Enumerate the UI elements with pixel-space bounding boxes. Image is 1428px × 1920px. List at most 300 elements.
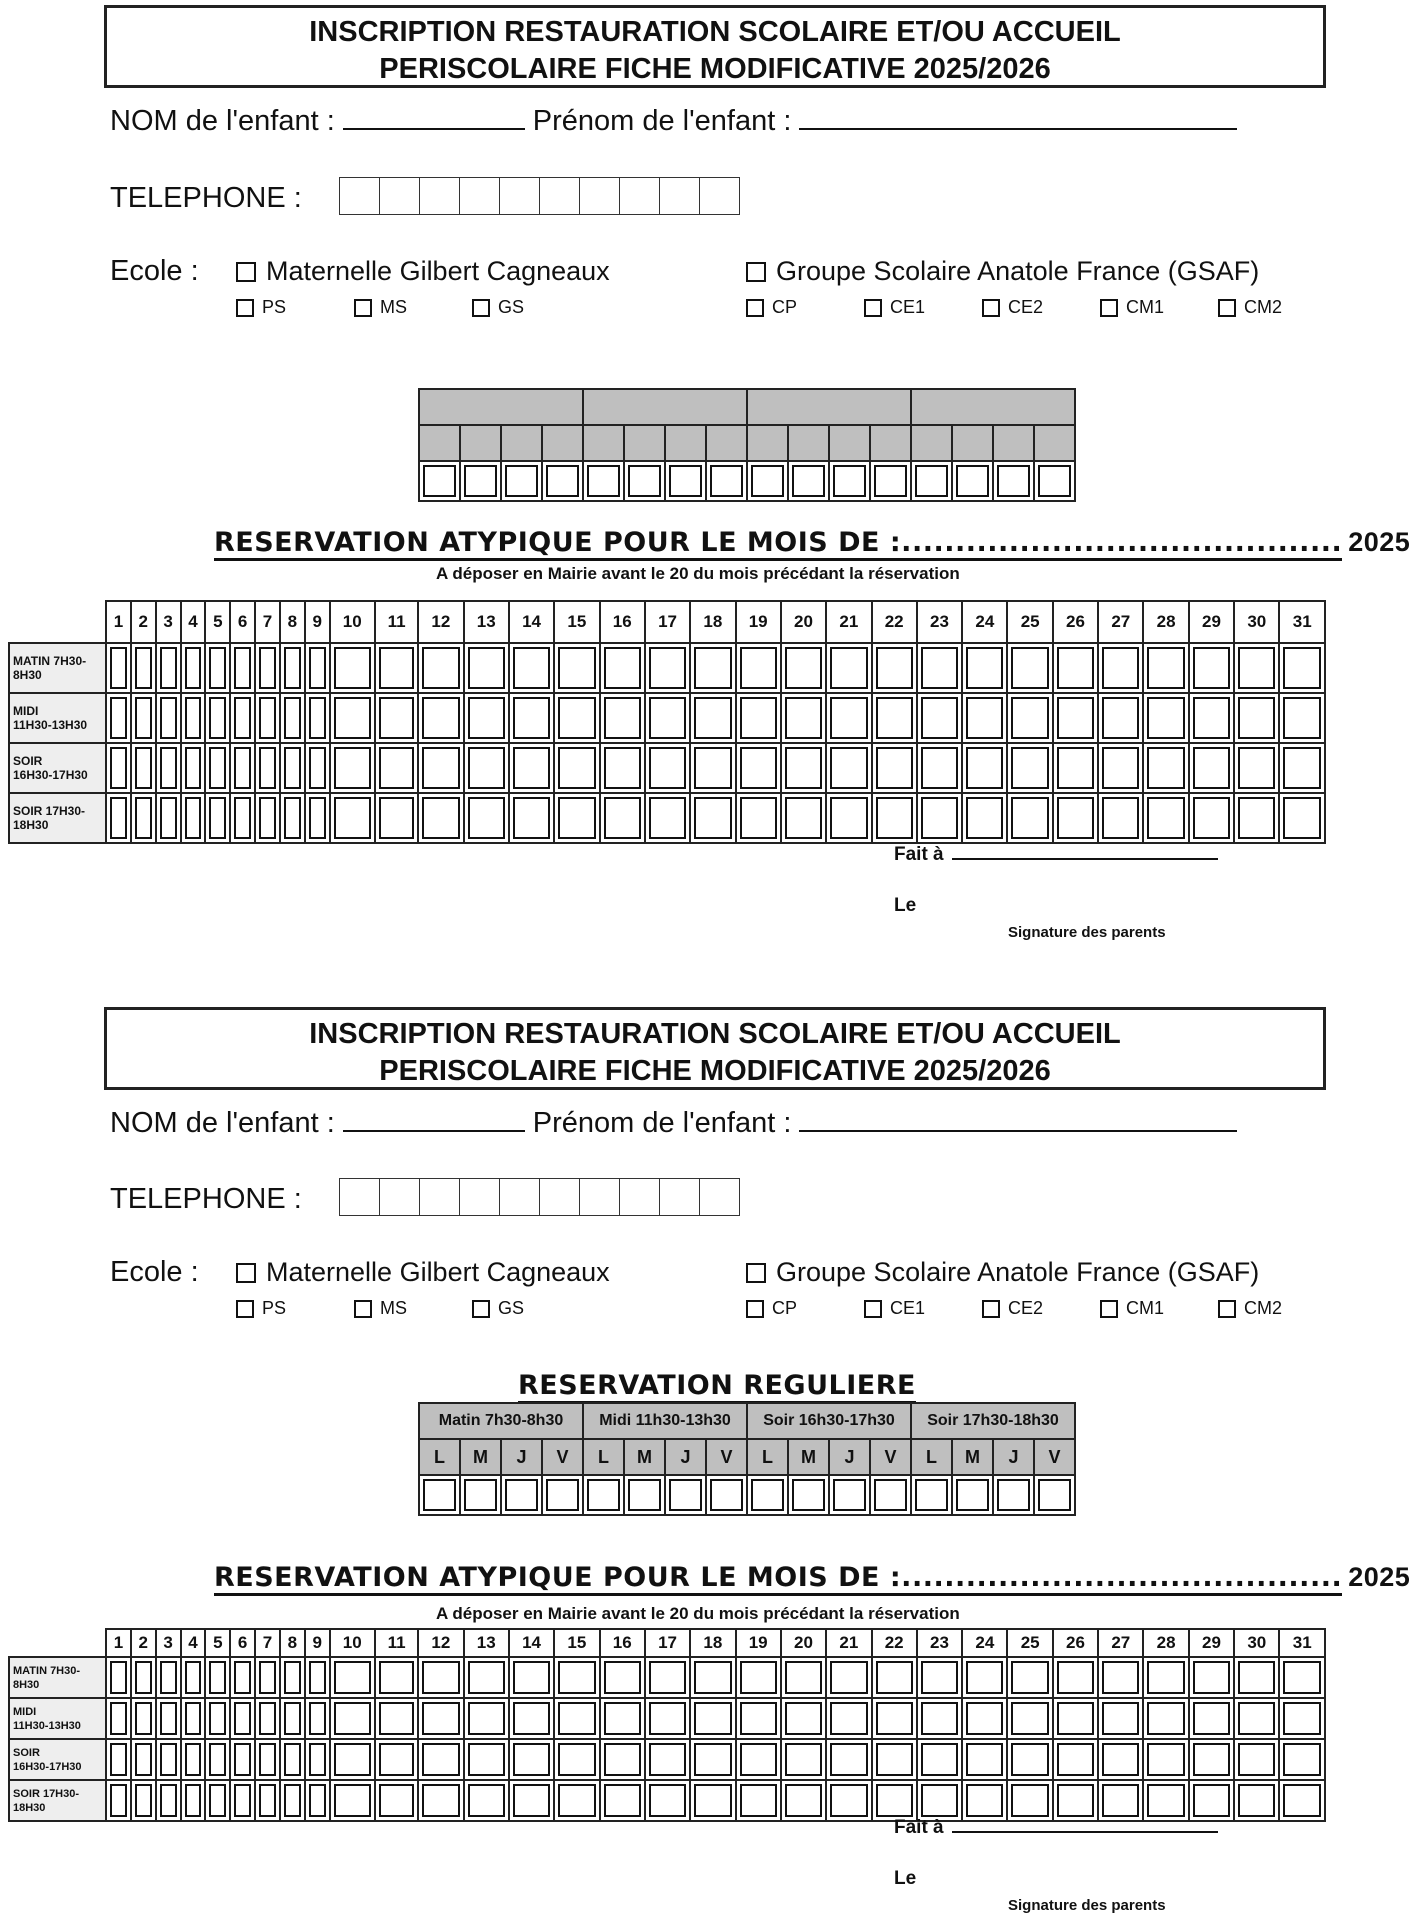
checkbox[interactable] [785,1661,822,1694]
checkbox[interactable] [558,647,595,689]
day-cell[interactable] [464,1698,509,1739]
regular-cell[interactable] [747,461,788,501]
checkbox[interactable] [746,1300,764,1318]
day-cell[interactable] [305,793,330,843]
checkbox[interactable] [334,1702,371,1735]
day-cell[interactable] [464,793,509,843]
checkbox[interactable] [604,1743,641,1776]
checkbox[interactable] [915,1479,948,1511]
checkbox[interactable] [1238,797,1275,839]
checkbox[interactable] [740,797,777,839]
checkbox[interactable] [110,647,127,689]
checkbox[interactable] [1283,797,1321,839]
day-cell[interactable] [917,793,962,843]
checkbox[interactable] [259,647,276,689]
day-cell[interactable] [181,1657,206,1698]
checkbox[interactable] [135,797,152,839]
checkbox[interactable] [830,647,867,689]
checkbox[interactable] [876,1661,913,1694]
checkbox[interactable] [135,1784,152,1817]
checkbox[interactable] [1102,697,1139,739]
phone-digit-box[interactable] [500,178,540,214]
day-cell[interactable] [1234,1657,1279,1698]
day-cell[interactable] [205,1657,230,1698]
checkbox[interactable] [259,1784,276,1817]
regular-cell[interactable] [501,461,542,501]
day-cell[interactable] [230,743,255,793]
checkbox[interactable] [546,1479,579,1511]
day-cell[interactable] [181,1780,206,1821]
checkbox[interactable] [1193,647,1230,689]
checkbox[interactable] [1057,797,1094,839]
regular-cell[interactable] [460,1475,501,1515]
checkbox[interactable] [876,1702,913,1735]
day-cell[interactable] [418,643,463,693]
checkbox[interactable] [1057,1661,1094,1694]
checkbox[interactable] [830,1743,867,1776]
regular-cell[interactable] [542,461,583,501]
day-cell[interactable] [600,643,645,693]
checkbox[interactable] [649,797,686,839]
checkbox[interactable] [160,1661,177,1694]
day-cell[interactable] [280,743,305,793]
checkbox[interactable] [505,1479,538,1511]
level-option-cm1[interactable] [1100,297,1164,318]
day-cell[interactable] [872,743,917,793]
regular-cell[interactable] [1034,1475,1075,1515]
day-cell[interactable] [1234,643,1279,693]
day-cell[interactable] [464,643,509,693]
checkbox[interactable] [209,1661,226,1694]
phone-digit-box[interactable] [380,1179,420,1215]
day-cell[interactable] [1234,1780,1279,1821]
checkbox[interactable] [1147,647,1184,689]
checkbox[interactable] [874,465,907,497]
checkbox[interactable] [694,647,731,689]
checkbox[interactable] [422,797,459,839]
day-cell[interactable] [305,643,330,693]
checkbox[interactable] [830,797,867,839]
checkbox[interactable] [1147,1784,1184,1817]
checkbox[interactable] [1038,1479,1071,1511]
day-cell[interactable] [600,1739,645,1780]
checkbox[interactable] [1238,747,1275,789]
checkbox[interactable] [874,1479,907,1511]
checkbox[interactable] [160,697,177,739]
day-cell[interactable] [872,693,917,743]
day-cell[interactable] [1234,1739,1279,1780]
regular-cell[interactable] [706,1475,747,1515]
checkbox[interactable] [915,465,948,497]
day-cell[interactable] [826,1698,871,1739]
checkbox[interactable] [649,1661,686,1694]
checkbox[interactable] [1147,797,1184,839]
fait-a-field[interactable] [952,842,1218,860]
checkbox[interactable] [876,647,913,689]
checkbox[interactable] [1100,1300,1118,1318]
checkbox[interactable] [185,1702,202,1735]
checkbox[interactable] [472,1300,490,1318]
day-cell[interactable] [205,1739,230,1780]
checkbox[interactable] [785,1702,822,1735]
checkbox[interactable] [1193,1784,1230,1817]
phone-digit-box[interactable] [540,178,580,214]
checkbox[interactable] [558,1784,595,1817]
day-cell[interactable] [1189,1739,1234,1780]
checkbox[interactable] [628,1479,661,1511]
checkbox[interactable] [830,747,867,789]
day-cell[interactable] [205,793,230,843]
checkbox[interactable] [982,1300,1000,1318]
checkbox[interactable] [209,1784,226,1817]
checkbox[interactable] [185,647,202,689]
checkbox[interactable] [833,1479,866,1511]
day-cell[interactable] [205,693,230,743]
checkbox[interactable] [558,1661,595,1694]
checkbox[interactable] [966,1661,1003,1694]
day-cell[interactable] [255,1780,280,1821]
day-cell[interactable] [509,743,554,793]
day-cell[interactable] [509,1698,554,1739]
day-cell[interactable] [464,1780,509,1821]
regular-cell[interactable] [542,1475,583,1515]
checkbox[interactable] [1057,747,1094,789]
day-cell[interactable] [690,743,735,793]
checkbox[interactable] [956,465,989,497]
checkbox[interactable] [354,1300,372,1318]
checkbox[interactable] [160,747,177,789]
checkbox[interactable] [864,1300,882,1318]
day-cell[interactable] [280,1698,305,1739]
checkbox[interactable] [876,1743,913,1776]
checkbox[interactable] [309,1784,326,1817]
checkbox[interactable] [1218,299,1236,317]
checkbox[interactable] [334,797,371,839]
day-cell[interactable] [1143,1698,1188,1739]
checkbox[interactable] [422,697,459,739]
checkbox[interactable] [259,797,276,839]
day-cell[interactable] [375,1739,418,1780]
day-cell[interactable] [600,1780,645,1821]
checkbox[interactable] [982,299,1000,317]
checkbox[interactable] [966,647,1003,689]
checkbox[interactable] [284,697,301,739]
day-cell[interactable] [255,793,280,843]
checkbox[interactable] [587,465,620,497]
prenom-field[interactable] [799,1106,1237,1132]
day-cell[interactable] [181,643,206,693]
day-cell[interactable] [1098,693,1143,743]
checkbox[interactable] [1102,1784,1139,1817]
checkbox[interactable] [468,647,505,689]
day-cell[interactable] [645,1780,690,1821]
day-cell[interactable] [156,643,181,693]
checkbox[interactable] [284,1702,301,1735]
day-cell[interactable] [554,1739,599,1780]
day-cell[interactable] [1007,1739,1052,1780]
checkbox[interactable] [669,1479,702,1511]
day-cell[interactable] [826,793,871,843]
checkbox[interactable] [422,1743,459,1776]
checkbox[interactable] [379,697,414,739]
checkbox[interactable] [234,1702,251,1735]
checkbox[interactable] [558,1743,595,1776]
checkbox[interactable] [1193,1702,1230,1735]
day-cell[interactable] [600,743,645,793]
regular-cell[interactable] [501,1475,542,1515]
checkbox[interactable] [921,1661,958,1694]
level-option-ms[interactable] [354,1298,407,1319]
day-cell[interactable] [230,1780,255,1821]
checkbox[interactable] [135,1702,152,1735]
day-cell[interactable] [230,693,255,743]
checkbox[interactable] [513,1702,550,1735]
checkbox[interactable] [209,697,226,739]
checkbox[interactable] [694,1784,731,1817]
checkbox[interactable] [1147,1661,1184,1694]
regular-cell[interactable] [829,461,870,501]
day-cell[interactable] [181,743,206,793]
day-cell[interactable] [230,643,255,693]
day-cell[interactable] [1279,743,1325,793]
day-cell[interactable] [156,693,181,743]
day-cell[interactable] [1098,1657,1143,1698]
checkbox[interactable] [1283,1661,1321,1694]
checkbox[interactable] [1238,1661,1275,1694]
level-option-ps[interactable] [236,1298,286,1319]
checkbox[interactable] [1147,747,1184,789]
checkbox[interactable] [1283,697,1321,739]
day-cell[interactable] [554,793,599,843]
day-cell[interactable] [962,1739,1007,1780]
checkbox[interactable] [785,747,822,789]
day-cell[interactable] [280,643,305,693]
day-cell[interactable] [280,793,305,843]
phone-digit-box[interactable] [380,178,420,214]
checkbox[interactable] [209,747,226,789]
day-cell[interactable] [1279,793,1325,843]
checkbox[interactable] [1057,697,1094,739]
checkbox[interactable] [740,1661,777,1694]
phone-digit-box[interactable] [700,178,739,214]
checkbox[interactable] [1283,1743,1321,1776]
day-cell[interactable] [1007,793,1052,843]
checkbox[interactable] [830,1661,867,1694]
day-cell[interactable] [255,643,280,693]
day-cell[interactable] [205,643,230,693]
phone-digit-box[interactable] [620,1179,660,1215]
checkbox[interactable] [422,1661,459,1694]
regular-cell[interactable] [624,1475,665,1515]
checkbox[interactable] [1011,747,1048,789]
level-option-cm2[interactable] [1218,1298,1282,1319]
day-cell[interactable] [230,1739,255,1780]
day-cell[interactable] [1053,1657,1098,1698]
checkbox[interactable] [1238,1784,1275,1817]
day-cell[interactable] [1234,693,1279,743]
checkbox[interactable] [1147,1743,1184,1776]
day-cell[interactable] [781,1780,826,1821]
checkbox[interactable] [422,1702,459,1735]
day-cell[interactable] [962,743,1007,793]
checkbox[interactable] [649,697,686,739]
day-cell[interactable] [554,1657,599,1698]
day-cell[interactable] [205,1698,230,1739]
checkbox[interactable] [284,747,301,789]
day-cell[interactable] [872,1698,917,1739]
checkbox[interactable] [792,465,825,497]
checkbox[interactable] [1102,1702,1139,1735]
regular-cell[interactable] [911,461,952,501]
day-cell[interactable] [554,1780,599,1821]
checkbox[interactable] [1102,647,1139,689]
phone-digit-box[interactable] [620,178,660,214]
day-cell[interactable] [418,1657,463,1698]
day-cell[interactable] [131,1698,156,1739]
day-cell[interactable] [917,693,962,743]
day-cell[interactable] [1007,743,1052,793]
checkbox[interactable] [1102,797,1139,839]
day-cell[interactable] [826,1739,871,1780]
day-cell[interactable] [917,1657,962,1698]
phone-digit-box[interactable] [660,178,700,214]
day-cell[interactable] [600,693,645,743]
level-option-gs[interactable] [472,297,524,318]
day-cell[interactable] [600,1657,645,1698]
checkbox[interactable] [1011,1702,1048,1735]
regular-cell[interactable] [706,461,747,501]
day-cell[interactable] [1007,643,1052,693]
checkbox[interactable] [468,797,505,839]
checkbox[interactable] [259,697,276,739]
checkbox[interactable] [604,1784,641,1817]
checkbox[interactable] [468,697,505,739]
checkbox[interactable] [669,465,702,497]
day-cell[interactable] [305,743,330,793]
checkbox[interactable] [284,797,301,839]
day-cell[interactable] [330,743,375,793]
day-cell[interactable] [872,643,917,693]
phone-digit-box[interactable] [500,1179,540,1215]
checkbox[interactable] [558,797,595,839]
phone-digit-box[interactable] [580,178,620,214]
telephone-field[interactable] [339,177,740,215]
checkbox[interactable] [259,1661,276,1694]
day-cell[interactable] [418,793,463,843]
checkbox[interactable] [309,797,326,839]
day-cell[interactable] [131,743,156,793]
day-cell[interactable] [872,1739,917,1780]
checkbox[interactable] [236,299,254,317]
day-cell[interactable] [1189,1698,1234,1739]
day-cell[interactable] [1007,1657,1052,1698]
day-cell[interactable] [554,643,599,693]
checkbox[interactable] [1283,647,1321,689]
checkbox[interactable] [422,747,459,789]
checkbox[interactable] [422,647,459,689]
checkbox[interactable] [876,697,913,739]
checkbox[interactable] [160,1702,177,1735]
day-cell[interactable] [280,693,305,743]
day-cell[interactable] [1279,1698,1325,1739]
checkbox[interactable] [1011,697,1048,739]
day-cell[interactable] [1279,693,1325,743]
checkbox[interactable] [468,1784,505,1817]
regular-cell[interactable] [583,461,624,501]
checkbox[interactable] [185,747,202,789]
checkbox[interactable] [1057,647,1094,689]
day-cell[interactable] [645,743,690,793]
level-option-ce2[interactable] [982,297,1043,318]
telephone-field[interactable] [339,1178,740,1216]
checkbox[interactable] [160,1743,177,1776]
day-cell[interactable] [330,1698,375,1739]
checkbox[interactable] [309,1702,326,1735]
regular-cell[interactable] [911,1475,952,1515]
checkbox[interactable] [1238,697,1275,739]
checkbox[interactable] [694,1702,731,1735]
day-cell[interactable] [1053,693,1098,743]
level-option-ms[interactable] [354,297,407,318]
day-cell[interactable] [131,1780,156,1821]
checkbox[interactable] [740,1743,777,1776]
day-cell[interactable] [781,643,826,693]
day-cell[interactable] [736,1739,781,1780]
day-cell[interactable] [418,743,463,793]
regular-cell[interactable] [788,1475,829,1515]
checkbox[interactable] [379,797,414,839]
checkbox[interactable] [209,1743,226,1776]
regular-cell[interactable] [993,1475,1034,1515]
checkbox[interactable] [785,1784,822,1817]
day-cell[interactable] [131,1739,156,1780]
checkbox[interactable] [234,647,251,689]
checkbox[interactable] [921,1702,958,1735]
regular-cell[interactable] [870,1475,911,1515]
checkbox[interactable] [1011,1784,1048,1817]
day-cell[interactable] [962,1698,1007,1739]
day-cell[interactable] [464,1657,509,1698]
day-cell[interactable] [962,793,1007,843]
nom-field[interactable] [343,104,525,130]
school-gsaf-option[interactable] [746,256,1259,287]
checkbox[interactable] [876,747,913,789]
day-cell[interactable] [645,1698,690,1739]
checkbox[interactable] [468,1743,505,1776]
day-cell[interactable] [690,1657,735,1698]
day-cell[interactable] [1143,643,1188,693]
checkbox[interactable] [649,1743,686,1776]
level-option-ce2[interactable] [982,1298,1043,1319]
phone-digit-box[interactable] [420,1179,460,1215]
checkbox[interactable] [966,1743,1003,1776]
day-cell[interactable] [1189,793,1234,843]
level-option-gs[interactable] [472,1298,524,1319]
day-cell[interactable] [156,743,181,793]
checkbox[interactable] [284,1743,301,1776]
checkbox[interactable] [468,1702,505,1735]
checkbox[interactable] [558,747,595,789]
day-cell[interactable] [645,643,690,693]
day-cell[interactable] [280,1657,305,1698]
checkbox[interactable] [740,747,777,789]
school-maternelle-option[interactable] [236,1257,610,1288]
checkbox[interactable] [1193,697,1230,739]
checkbox[interactable] [160,647,177,689]
level-option-cm2[interactable] [1218,297,1282,318]
day-cell[interactable] [205,1780,230,1821]
day-cell[interactable] [106,1657,131,1698]
